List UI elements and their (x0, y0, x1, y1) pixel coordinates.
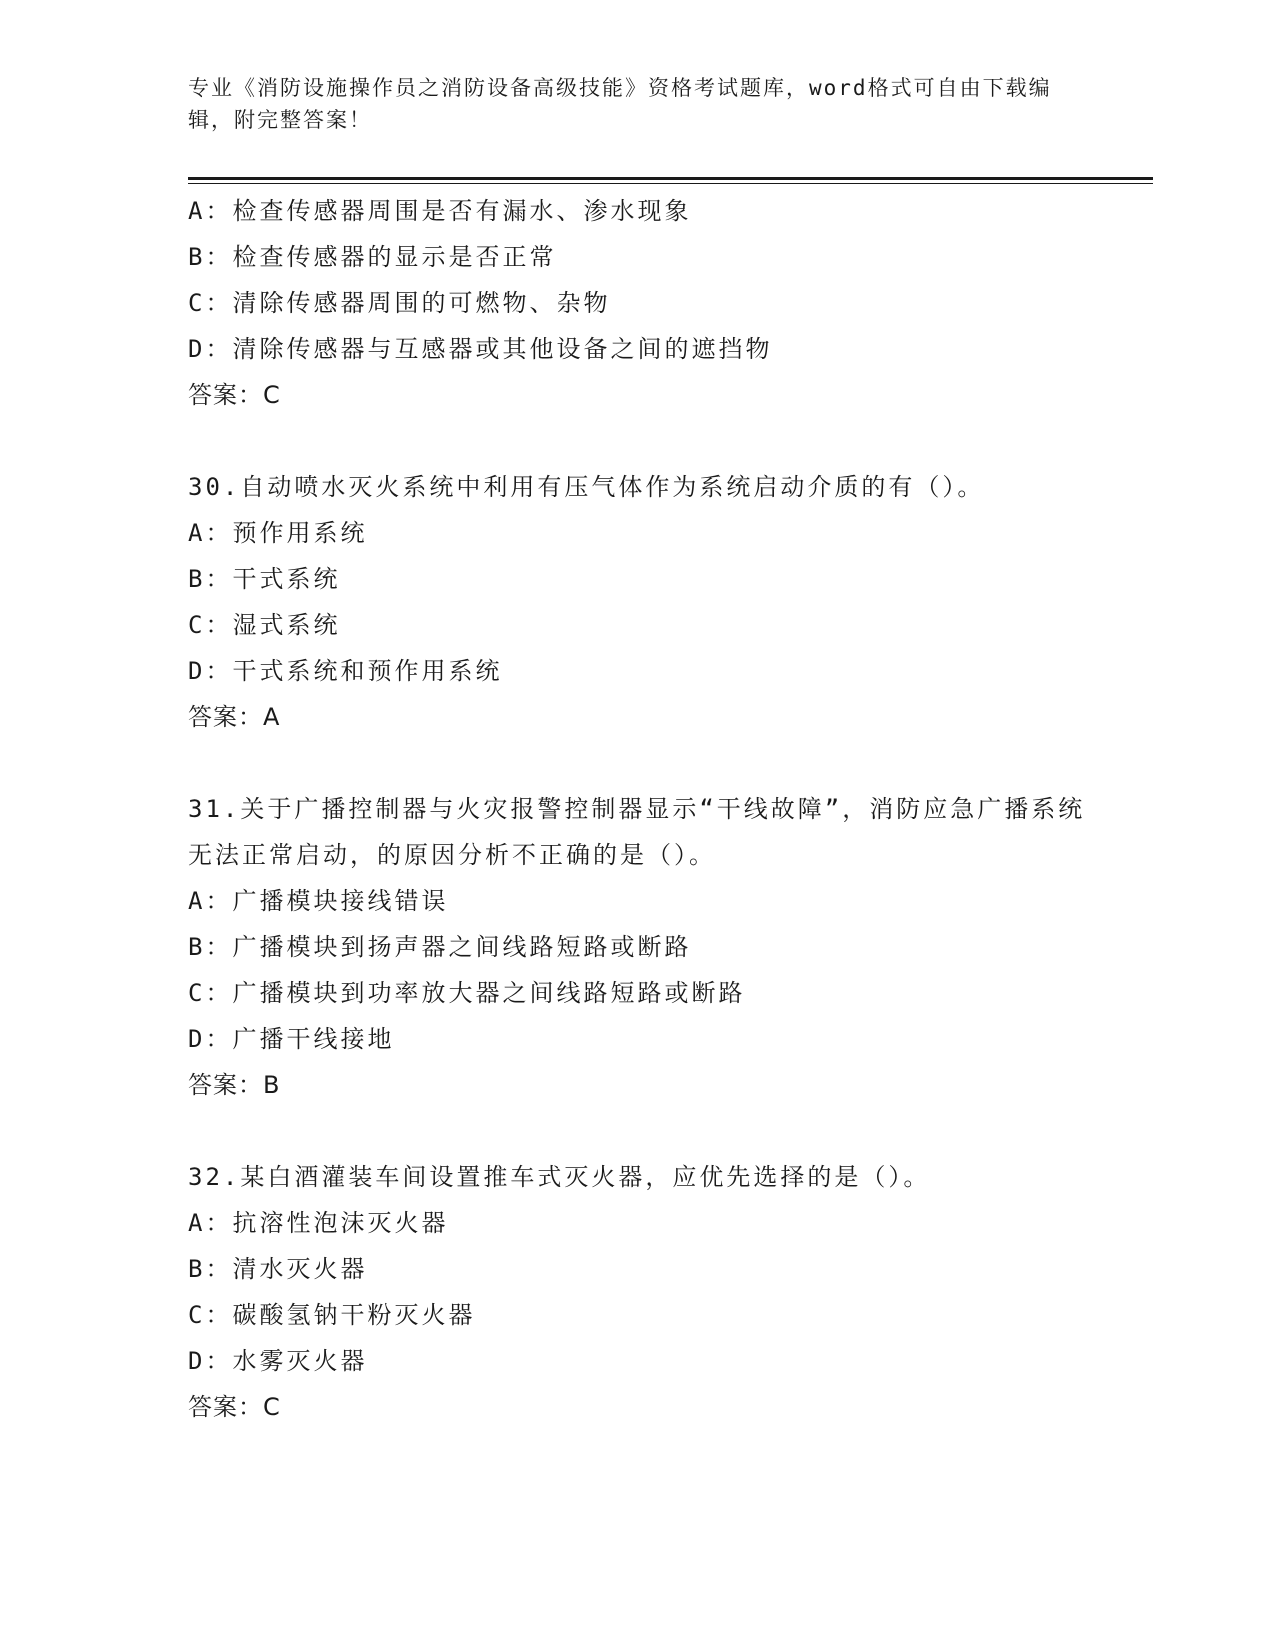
option-d: D：干式系统和预作用系统 (188, 657, 503, 685)
option-d: D：清除传感器与互感器或其他设备之间的遮挡物 (188, 335, 773, 363)
option-a: A：检查传感器周围是否有漏水、渗水现象 (188, 197, 692, 225)
option-d: D：广播干线接地 (188, 1025, 395, 1053)
option-c: C：清除传感器周围的可燃物、杂物 (188, 289, 611, 317)
option-a: A：抗溶性泡沫灭火器 (188, 1209, 449, 1237)
answer-line: 答案：C (188, 1393, 281, 1421)
question-block-30 (188, 464, 1108, 740)
question-list (188, 188, 1108, 1430)
option-c: C：广播模块到功率放大器之间线路短路或断路 (188, 979, 746, 1007)
document-header: 专业《消防设施操作员之消防设备高级技能》资格考试题库，word格式可自由下载编辑，附完整答案！ (188, 76, 1052, 132)
option-a: A：预作用系统 (188, 519, 368, 547)
header-rule-thick (188, 177, 1153, 180)
option-b: B：检查传感器的显示是否正常 (188, 243, 557, 271)
option-c: C：碳酸氢钠干粉灭火器 (188, 1301, 476, 1329)
question-stem: 32.某白酒灌装车间设置推车式灭火器，应优先选择的是（）。 (188, 1163, 931, 1191)
question-block-31 (188, 786, 1108, 1108)
header-rule-thin (188, 183, 1153, 184)
spacer (188, 1108, 1108, 1154)
answer-line: 答案：C (188, 381, 281, 409)
option-a: A：广播模块接线错误 (188, 887, 449, 915)
option-c: C：湿式系统 (188, 611, 341, 639)
answer-line: 答案：A (188, 703, 281, 731)
option-b: B：干式系统 (188, 565, 341, 593)
spacer (188, 418, 1108, 464)
answer-line: 答案：B (188, 1071, 281, 1099)
question-stem: 30.自动喷水灭火系统中利用有压气体作为系统启动介质的有（）。 (188, 473, 985, 501)
option-b: B：清水灭火器 (188, 1255, 368, 1283)
question-block-carryover (188, 188, 1108, 418)
option-b: B：广播模块到扬声器之间线路短路或断路 (188, 933, 692, 961)
question-block-32 (188, 1154, 1108, 1430)
question-stem: 31.关于广播控制器与火灾报警控制器显示“干线故障”，消防应急广播系统无法正常启动，的原因分析不正确的是（）。 (188, 795, 1086, 869)
spacer (188, 740, 1108, 786)
option-d: D：水雾灭火器 (188, 1347, 368, 1375)
